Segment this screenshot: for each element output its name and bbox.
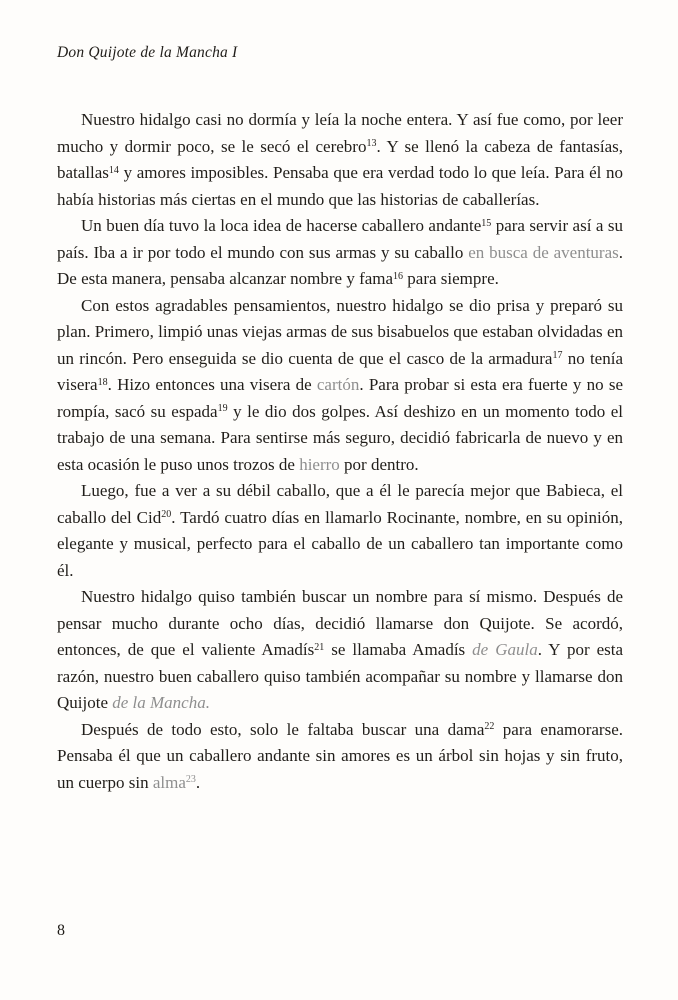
text-run: Luego, fue a ver a su débil caballo, que a él le parecía mejor que Babieca, el caballo del Cid [57, 481, 623, 527]
footnote-ref: 20 [161, 509, 172, 520]
vocab-word: de la Mancha. [112, 693, 210, 712]
vocab-word: en busca de aventuras [468, 242, 619, 262]
paragraph [57, 717, 623, 797]
footnote-ref: 16 [393, 270, 404, 282]
text-run: para servir así a su país. Iba a ir por todo el mundo con sus armas y su caballo [57, 216, 623, 262]
text-run: Nuestro hidalgo quiso también buscar un nombre para sí mismo. Después de pensar mucho durante ocho días, decidió llamarse don Quijote. Se acordó, entonces, de que el valiente Amadís [57, 587, 623, 659]
body-text [57, 107, 623, 796]
footnote-ref: 17 [552, 350, 563, 361]
page-number: 8 [57, 922, 65, 939]
footnote-ref: 22 [484, 721, 495, 732]
paragraph [57, 584, 623, 717]
footnote-ref: 14 [108, 164, 119, 176]
text-run: y amores imposibles. Pensaba que era verdad todo lo que leía. Para él no había historias más ciertas en el mundo que las historias de caballerías. [57, 163, 623, 209]
vocab-word: hierro [299, 454, 340, 474]
text-run: por dentro. [339, 454, 419, 474]
text-run: . Y por esta razón, nuestro buen caballero quiso también acompañar su nombre y llamarse don Quijote [57, 640, 624, 712]
footnote-ref: 19 [217, 403, 228, 414]
paragraph [57, 478, 623, 584]
text-run: . Hizo entonces una visera de [107, 375, 317, 394]
paragraph [57, 107, 623, 213]
text-run: . Y se llenó la cabeza de fantasías, batallas [57, 136, 624, 182]
vocab-word: de Gaula [472, 640, 538, 659]
text-run: . Para probar si esta era fuerte y no se rompía, sacó su espada [57, 375, 623, 421]
vocab-word: alma [152, 772, 186, 792]
footnote-ref: 23 [185, 774, 196, 785]
text-run: para enamorarse. Pensaba él que un caballero andante sin amores es un árbol sin hojas y sin fruto, un cuerpo sin [57, 719, 623, 792]
text-run: Nuestro hidalgo casi no dormía y leía la noche entera. Y así fue como, por leer mucho y dormir poco, se le secó el cerebro [57, 110, 623, 156]
text-run: Con estos agradables pensamientos, nuestro hidalgo se dio prisa y preparó su plan. Primero, limpió unas viejas armas de sus bisabuelos que estaban olvidadas en un rincón. Pero enseguida se dio cuenta de que el casco de la armadura [57, 295, 623, 368]
text-run: . De esta manera, pensaba alcanzar nombre y fama [57, 242, 623, 288]
text-run: para siempre. [403, 269, 499, 288]
paragraph [57, 293, 623, 479]
text-run: Después de todo esto, solo le faltaba buscar una dama [81, 719, 485, 739]
text-run: . [195, 772, 201, 792]
running-header: Don Quijote de la Mancha I [57, 44, 238, 61]
paragraph [57, 213, 623, 293]
footnote-ref: 21 [314, 641, 325, 653]
text-run: Un buen día tuvo la loca idea de hacerse caballero andante [81, 216, 482, 235]
text-run: . Tardó cuatro días en llamarlo Rocinante, nombre, en su opinión, elegante y musical, perfecto para el caballo de un caballero tan importante como él. [57, 507, 623, 580]
text-run: no tenía visera [57, 348, 623, 394]
text-run: y le dio dos golpes. Así deshizo en un momento todo el trabajo de una semana. Para sentirse más seguro, decidió fabricarla de nuevo y en esta ocasión le puso unos trozos de [57, 401, 623, 474]
vocab-word: cartón [316, 375, 360, 394]
text-run: se llamaba Amadís [324, 640, 473, 659]
footnote-ref: 15 [481, 217, 492, 229]
footnote-ref: 13 [366, 138, 377, 149]
footnote-ref: 18 [97, 376, 108, 388]
